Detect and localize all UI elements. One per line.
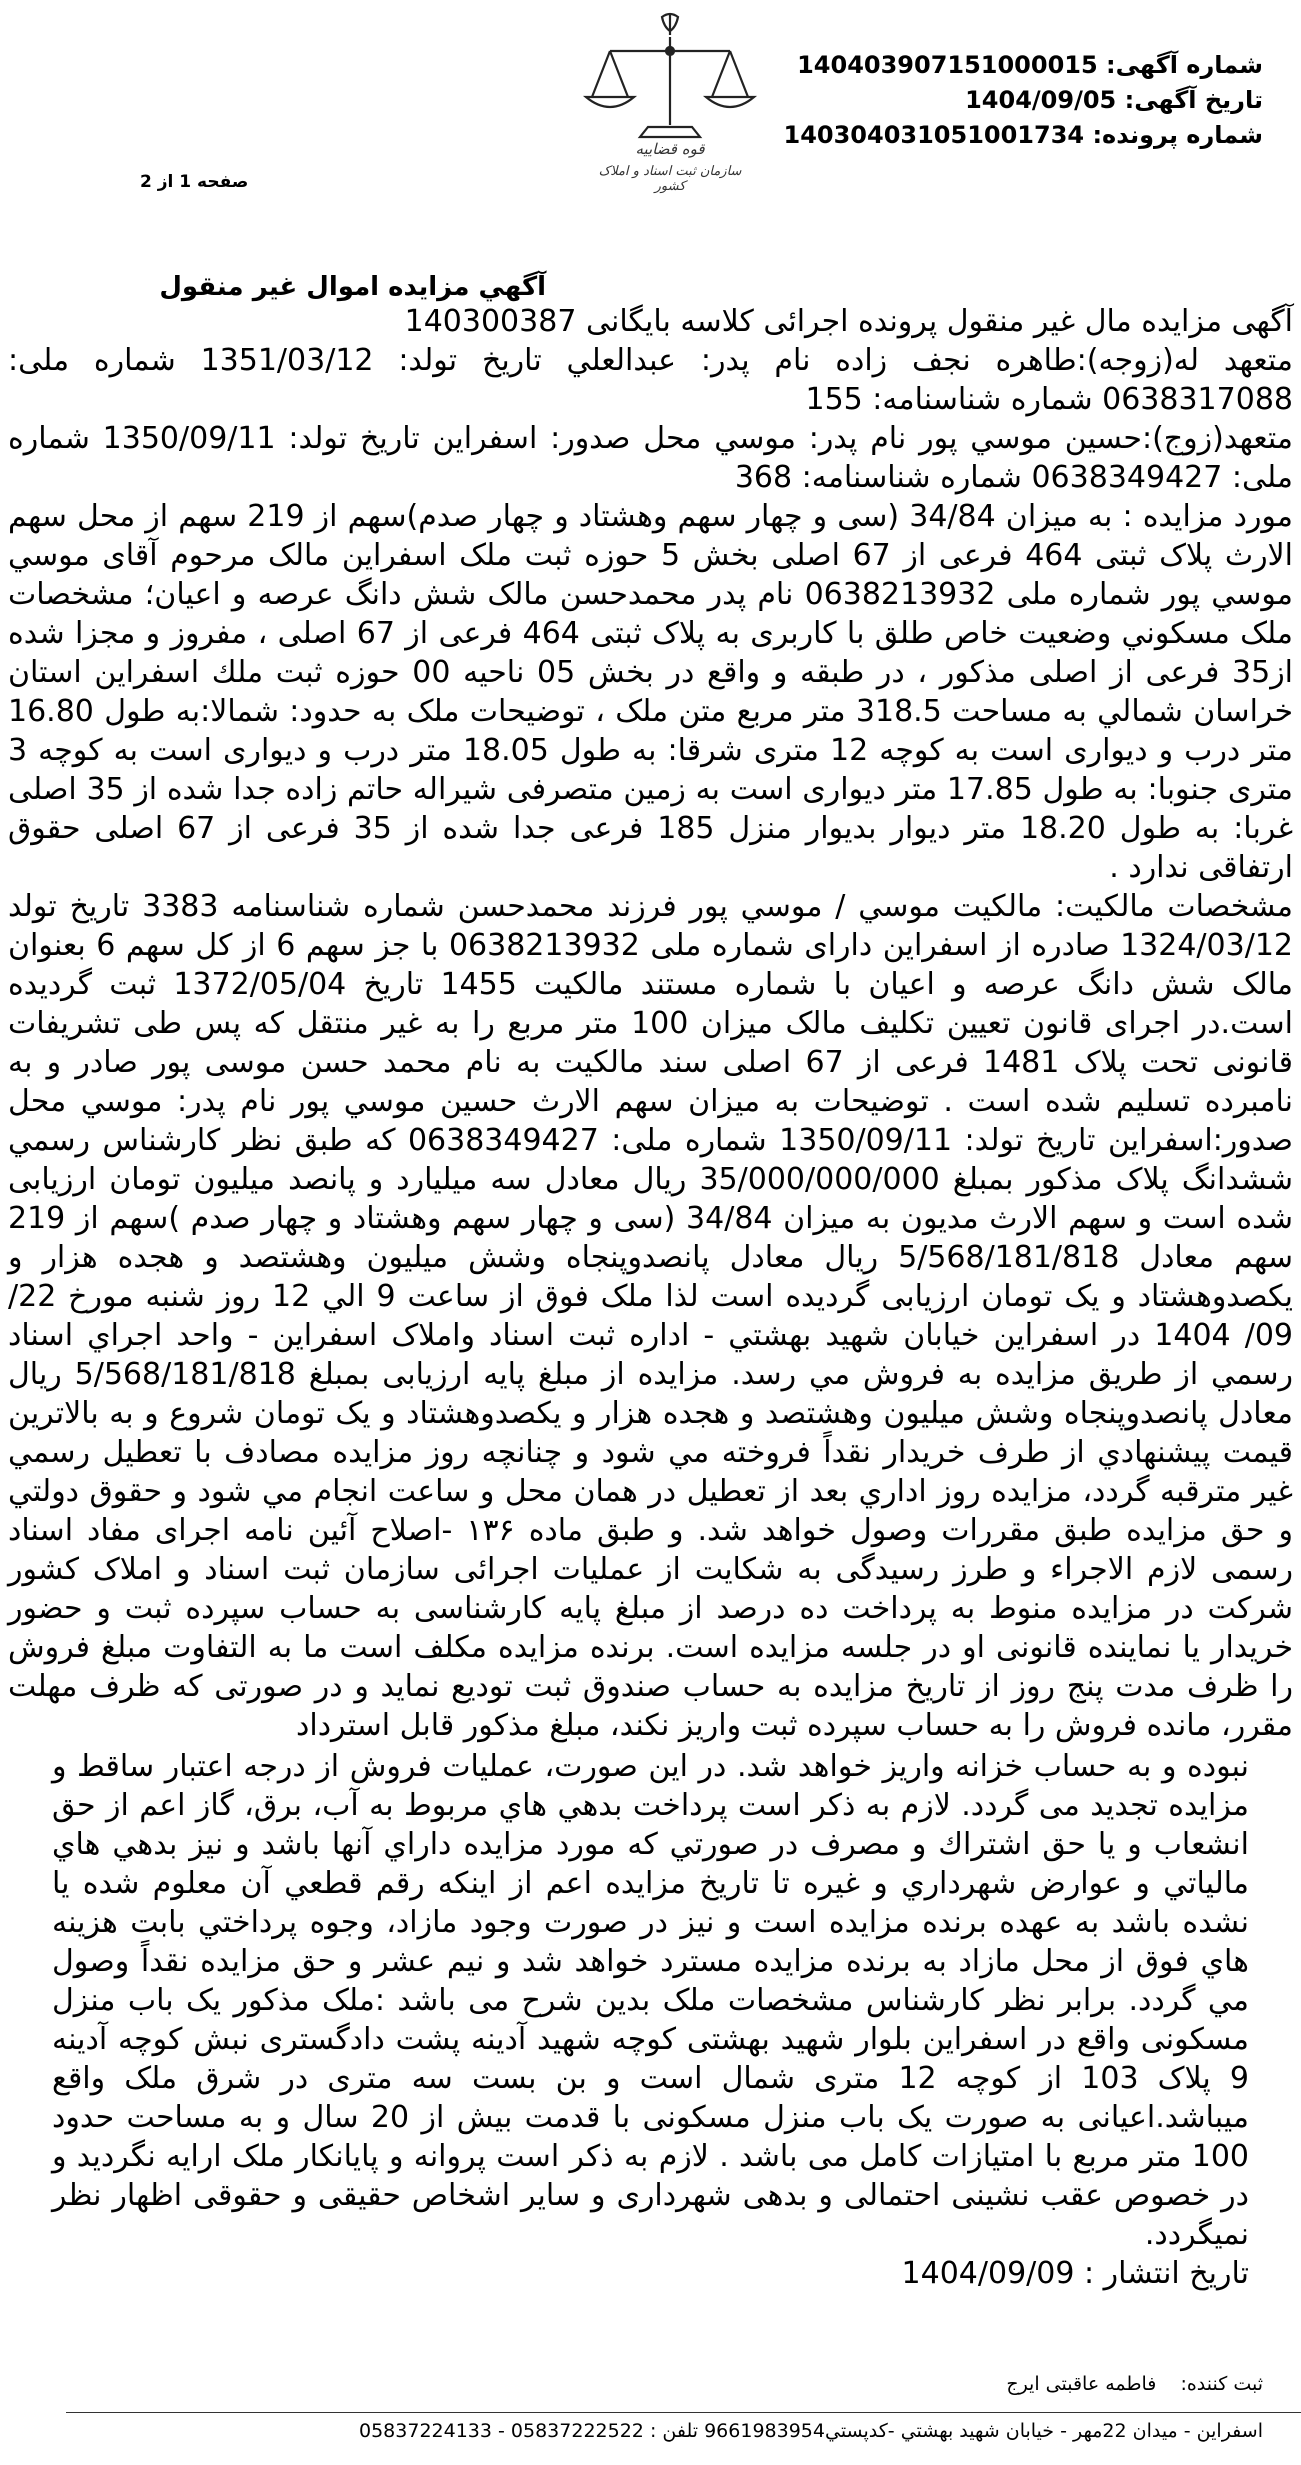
case-number: شماره پرونده: 140304031051001734 bbox=[783, 121, 1263, 149]
emblem-caption bbox=[590, 140, 750, 215]
page-indicator: صفحه 1 از 2 bbox=[140, 172, 249, 192]
emblem-caption-line: قوه قضاییه bbox=[635, 140, 705, 158]
registrar-name: فاطمه عاقبتی ایرج bbox=[1006, 2373, 1157, 2395]
contact-info: اسفراين - ميدان 22مهر - خيابان شهيد بهشتي -کدپستي9661983954 تلفن : 05837222522 - 05837224133 bbox=[359, 2420, 1263, 2442]
body-paragraph: آگهی مزایده مال غیر منقول پرونده اجرائی کلاسه بایگانی 140300387 bbox=[404, 304, 1293, 339]
emblem-caption-line: سازمان ثبت اسناد و املاک کشور bbox=[598, 164, 742, 194]
body-continuation bbox=[8, 1747, 1293, 2293]
body-paragraph: متعهد(زوج):حسين موسي پور نام پدر: موسي محل صدور: اسفراين تاريخ تولد: 1350/09/11 شماره ملی: 0638349427 شماره شناسنامه: 368 bbox=[8, 421, 1294, 495]
ad-date: تاریخ آگهی: 1404/09/05 bbox=[965, 86, 1263, 114]
document-body bbox=[8, 302, 1293, 2293]
body-paragraph: مشخصات مالکیت: مالکیت موسي / موسي پور فرزند محمدحسن شماره شناسنامه 3383 تاریخ تولد 1324/03/12 صادره از اسفراین دارای شماره ملی 0638213932 با جز سهم 6 از کل سهم 6 بعنوان مالک شش دانگ عرصه و اعیان با شماره مستند مالکیت 1455 تاریخ 1372/05/04 ثبت گردیده است.در اجرای قانون تعیین تکلیف مالک میزان 100 متر مربع را به غیر منتقل که پس طی تشریفات قانونی تحت پلاک 1481 فرعی از 67 اصلی سند مالکیت به نام محمد حسن موسی پور صادر و به نامبرده تسلیم شده است . توضیحات به میزان سهم الارث حسين موسي پور نام پدر: موسي محل صدور:اسفراين تاريخ تولد: 1350/09/11 شماره ملی: 0638349427 که طبق نظر کارشناس رسمي ششدانگ پلاک مذکور بمبلغ 35/000/000/000 ریال معادل سه میلیارد و پانصد میلیون تومان ارزیابی شده است و سهم الارث مدیون به میزان 34/84 (سی و چهار سهم وهشتاد و چهار صدم )سهم از 219 سهم معادل 5/568/181/818 ریال معادل پانصدوپنجاه وشش میلیون وهشتصد و هجده هزار و یکصدوهشتاد و یک تومان ارزیابی گردیده است لذا ملک فوق از ساعت 9 الي 12 روز شنبه مورخ 22/ 09/ 1404 در اسفراین خیابان شهید بهشتي - اداره ثبت اسناد واملاک اسفراین - واحد اجراي اسناد رسمي از طريق مزايده به فروش مي رسد. مزایده از مبلغ پایه ارزیابی بمبلغ 5/568/181/818 ریال معادل پانصدوپنجاه وشش میلیون وهشتصد و هجده هزار و یکصدوهشتاد و یک تومان شروع و به بالاترين قيمت پيشنهادي از طرف خريدار نقداً فروخته مي شود و چنانچه روز مزايده مصادف با تعطيل رسمي غير مترقبه گردد، مزايده روز اداري بعد از تعطيل در همان محل و ساعت انجام مي شود و حقوق دولتي و حق مزايده طبق مقررات وصول خواهد شد. و طبق ماده ۱۳۶ -اصلاح آئین نامه اجرای مفاد اسناد رسمی لازم الاجراء و طرز رسیدگی به شکایت از عملیات اجرائی سازمان ثبت اسناد و املاک کشور شرکت در مزایده منوط به پرداخت ده درصد از مبلغ پایه کارشناسی به حساب سپرده ثبت و حضور خریدار یا نماینده قانونی او در جلسه مزایده است. برنده مزایده مکلف است ما به التفاوت مبلغ فروش را ظرف مدت پنج روز از تاریخ مزایده به حساب صندوق ثبت تودیع نماید و در صورتی که ظرف مهلت مقرر، مانده فروش را به حساب سپرده ثبت واریز نکند، مبلغ مذکور قابل استرداد bbox=[8, 889, 1294, 1743]
ad-number: شماره آگهی: 140403907151000015 bbox=[797, 51, 1263, 79]
body-paragraph: متعهد له(زوجه):طاهره نجف زاده نام پدر: عبدالعلي تاريخ تولد: 1351/03/12 شماره ملی: 0638317088 شماره شناسنامه: 155 bbox=[8, 343, 1293, 417]
registrar-label: ثبت كننده: bbox=[1180, 2373, 1263, 2395]
body-paragraph: نبوده و به حساب خزانه واریز خواهد شد. در این صورت، عملیات فروش از درجه اعتبار ساقط و مزایده تجدید می گردد. لازم به ذکر است پرداخت بدهي هاي مربوط به آب، برق، گاز اعم از حق انشعاب و یا حق اشتراك و مصرف در صورتي که مورد مزايده داراي آنها باشد و نيز بدهي هاي مالياتي و عوارض شهرداري و غيره تا تاريخ مزايده اعم از اينکه رقم قطعي آن معلوم شده يا نشده باشد به عهده برنده مزايده است و نيز در صورت وجود مازاد، وجوه پرداختي بابت هزينه هاي فوق از محل مازاد به برنده مزايده مسترد خواهد شد و نیم عشر و حق مزایده نقداً وصول مي گردد. برابر نظر کارشناس مشخصات ملک بدین شرح می باشد :ملک مذکور یک باب منزل مسکونی واقع در اسفراین بلوار شهید بهشتی کوچه شهید آدینه پشت دادگستری نبش کوچه آدینه 9 پلاک 103 از کوچه 12 متری شمال است و بن بست سه متری در شرق ملک واقع میباشد.اعیانی به صورت یک باب منزل مسکونی با قدمت بیش از 20 سال و به مساحت حدود 100 متر مربع با امتیازات کامل می باشد . لازم به ذکر است پروانه و پایانکار ملک ارایه نگردید و در خصوص عقب نشینی احتمالی و بدهی شهرداری و سایر اشخاص حقیقی و حقوقی اظهار نظر نمیگردد. bbox=[52, 1749, 1249, 2252]
body-paragraph: مورد مزایده : به میزان 34/84 (سی و چهار سهم وهشتاد و چهار صدم)سهم از 219 سهم از محل سهم الارث پلاک ثبتی 464 فرعی از 67 اصلی بخش 5 حوزه ثبت ملک اسفراین مالک مرحوم آقای موسي موسي پور شماره ملی 0638213932 نام پدر محمدحسن مالک شش دانگ عرصه و اعیان؛ مشخصات ملک مسکوني وضعيت خاص طلق با کاربری به پلاک ثبتی 464 فرعی از 67 اصلی ، مفروز و مجزا شده از35 فرعی از اصلی مذکور ، در طبقه و واقع در بخش 05 ناحیه 00 حوزه ثبت ملك اسفراین استان خراسان شمالي به مساحت 318.5 متر مربع متن ملک ، توضیحات ملک به حدود: شمالا:به طول 16.80 متر درب و دیواری است به کوچه 12 متری شرقا: به طول 18.05 متر درب و دیواری است به کوچه 3 متری جنوبا: به طول 17.85 متر دیواری است به زمین متصرفی شیراله حاتم زاده جدا شده از 35 اصلی غربا: به طول 18.20 متر دیوار بدیوار منزل 185 فرعی جدا شده از 35 فرعی از 67 اصلی حقوق ارتفاقی ندارد . bbox=[8, 499, 1294, 885]
registrar bbox=[988, 2373, 1263, 2395]
publish-date: تاریخ انتشار : 1404/09/09 bbox=[901, 2256, 1249, 2291]
header-meta bbox=[783, 48, 1263, 153]
document-title: آگهي مزايده اموال غير منقول bbox=[159, 272, 546, 302]
footer-divider bbox=[66, 2412, 1301, 2413]
